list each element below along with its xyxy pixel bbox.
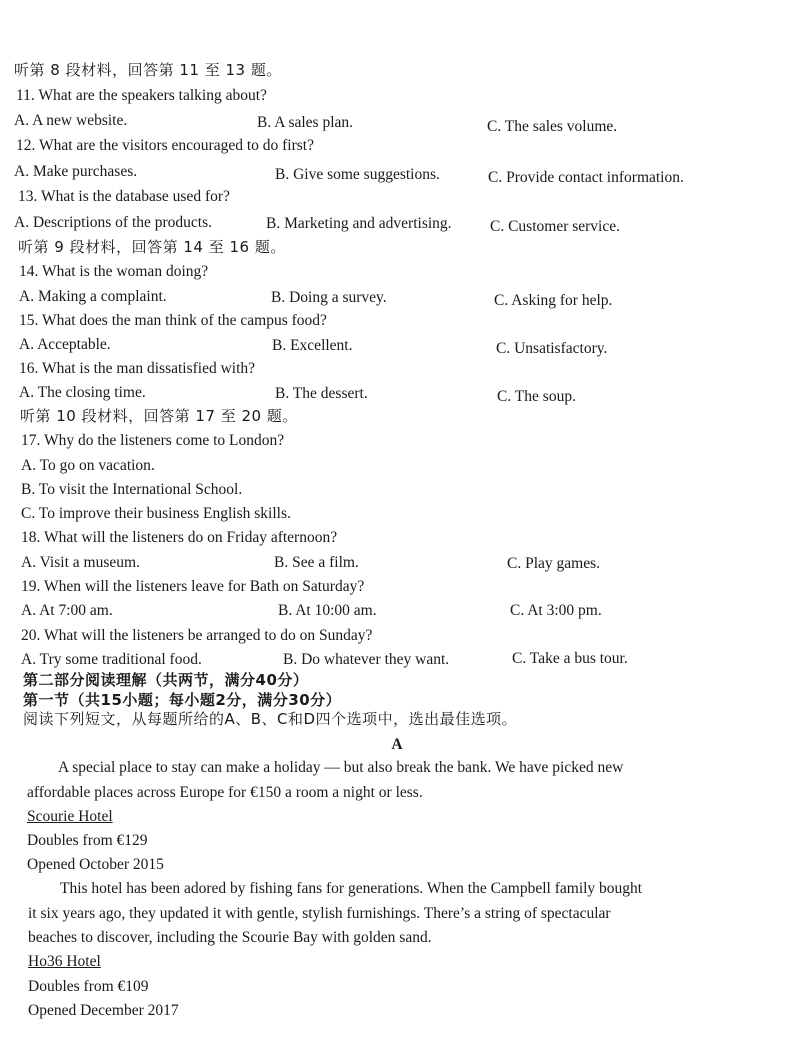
hotel-1-desc-line-3: beaches to discover, including the Scourie Bay with golden sand. bbox=[28, 929, 432, 946]
question-18-option-b: B. See a film. bbox=[274, 554, 359, 571]
question-17-option-b: B. To visit the International School. bbox=[21, 481, 243, 498]
question-12-option-b: B. Give some suggestions. bbox=[275, 166, 440, 183]
question-13-option-b: B. Marketing and advertising. bbox=[266, 215, 452, 232]
question-15-stem: 15. What does the man think of the campus food? bbox=[19, 312, 327, 329]
reading-section-title: 第一节（共15小题；每小题2分，满分30分） bbox=[23, 691, 342, 709]
question-15-option-a: A. Acceptable. bbox=[19, 336, 111, 353]
question-17-option-a: A. To go on vacation. bbox=[21, 457, 155, 474]
reading-part-title: 第二部分阅读理解（共两节，满分40分） bbox=[23, 671, 309, 689]
passage-intro-line-2: affordable places across Europe for €150 a room a night or less. bbox=[27, 784, 423, 801]
hotel-1-price: Doubles from €129 bbox=[27, 832, 148, 849]
passage-label: A bbox=[391, 736, 403, 753]
hotel-2-opened: Opened December 2017 bbox=[28, 1002, 179, 1019]
question-19-option-b: B. At 10:00 am. bbox=[278, 602, 377, 619]
question-13-option-a: A. Descriptions of the products. bbox=[14, 214, 213, 231]
question-11-option-b: B. A sales plan. bbox=[257, 114, 354, 131]
question-20-option-b: B. Do whatever they want. bbox=[283, 651, 450, 668]
question-11-option-a: A. A new website. bbox=[14, 112, 128, 129]
question-16-option-b: B. The dessert. bbox=[275, 385, 368, 402]
question-15-option-c: C. Unsatisfactory. bbox=[496, 340, 608, 357]
question-19-option-a: A. At 7:00 am. bbox=[21, 602, 113, 619]
question-19-option-c: C. At 3:00 pm. bbox=[510, 602, 602, 619]
hotel-2-name: Ho36 Hotel bbox=[28, 953, 101, 970]
hotel-1-opened: Opened October 2015 bbox=[27, 856, 164, 873]
section-9-heading: 听第 9 段材料，回答第 14 至 16 题。 bbox=[18, 238, 286, 256]
question-13-option-c: C. Customer service. bbox=[490, 218, 621, 235]
question-12-option-c: C. Provide contact information. bbox=[488, 169, 684, 186]
question-20-option-a: A. Try some traditional food. bbox=[21, 651, 202, 668]
section-8-heading: 听第 8 段材料，回答第 11 至 13 题。 bbox=[14, 61, 282, 79]
question-14-option-a: A. Making a complaint. bbox=[19, 288, 167, 305]
question-17-stem: 17. Why do the listeners come to London? bbox=[21, 432, 285, 449]
question-11-option-c: C. The sales volume. bbox=[487, 118, 618, 135]
question-13-stem: 13. What is the database used for? bbox=[18, 188, 230, 205]
hotel-1-name: Scourie Hotel bbox=[27, 808, 113, 825]
question-14-stem: 14. What is the woman doing? bbox=[19, 263, 209, 280]
question-14-option-c: C. Asking for help. bbox=[494, 292, 613, 309]
question-12-option-a: A. Make purchases. bbox=[14, 163, 138, 180]
question-15-option-b: B. Excellent. bbox=[272, 337, 353, 354]
reading-instruction: 阅读下列短文，从每题所给的A、B、C和D四个选项中，选出最佳选项。 bbox=[23, 710, 518, 728]
passage-intro-line-1: A special place to stay can make a holiday — but also break the bank. We have picked new bbox=[58, 759, 624, 776]
question-19-stem: 19. When will the listeners leave for Bath on Saturday? bbox=[21, 578, 365, 595]
question-11-stem: 11. What are the speakers talking about? bbox=[16, 87, 267, 104]
hotel-2-price: Doubles from €109 bbox=[28, 978, 149, 995]
question-20-option-c: C. Take a bus tour. bbox=[512, 650, 628, 667]
question-17-option-c: C. To improve their business English skills. bbox=[21, 505, 291, 522]
question-18-option-c: C. Play games. bbox=[507, 555, 600, 572]
question-16-option-a: A. The closing time. bbox=[19, 384, 146, 401]
section-10-heading: 听第 10 段材料，回答第 17 至 20 题。 bbox=[20, 407, 298, 425]
question-20-stem: 20. What will the listeners be arranged to do on Sunday? bbox=[21, 627, 373, 644]
question-16-option-c: C. The soup. bbox=[497, 388, 576, 405]
question-14-option-b: B. Doing a survey. bbox=[271, 289, 387, 306]
hotel-1-desc-line-1: This hotel has been adored by fishing fans for generations. When the Campbell family bought bbox=[60, 880, 643, 897]
hotel-1-desc-line-2: it six years ago, they updated it with gentle, stylish furnishings. There’s a string of spectacular bbox=[28, 905, 611, 922]
question-12-stem: 12. What are the visitors encouraged to do first? bbox=[16, 137, 314, 154]
question-16-stem: 16. What is the man dissatisfied with? bbox=[19, 360, 256, 377]
question-18-option-a: A. Visit a museum. bbox=[21, 554, 140, 571]
question-18-stem: 18. What will the listeners do on Friday afternoon? bbox=[21, 529, 338, 546]
